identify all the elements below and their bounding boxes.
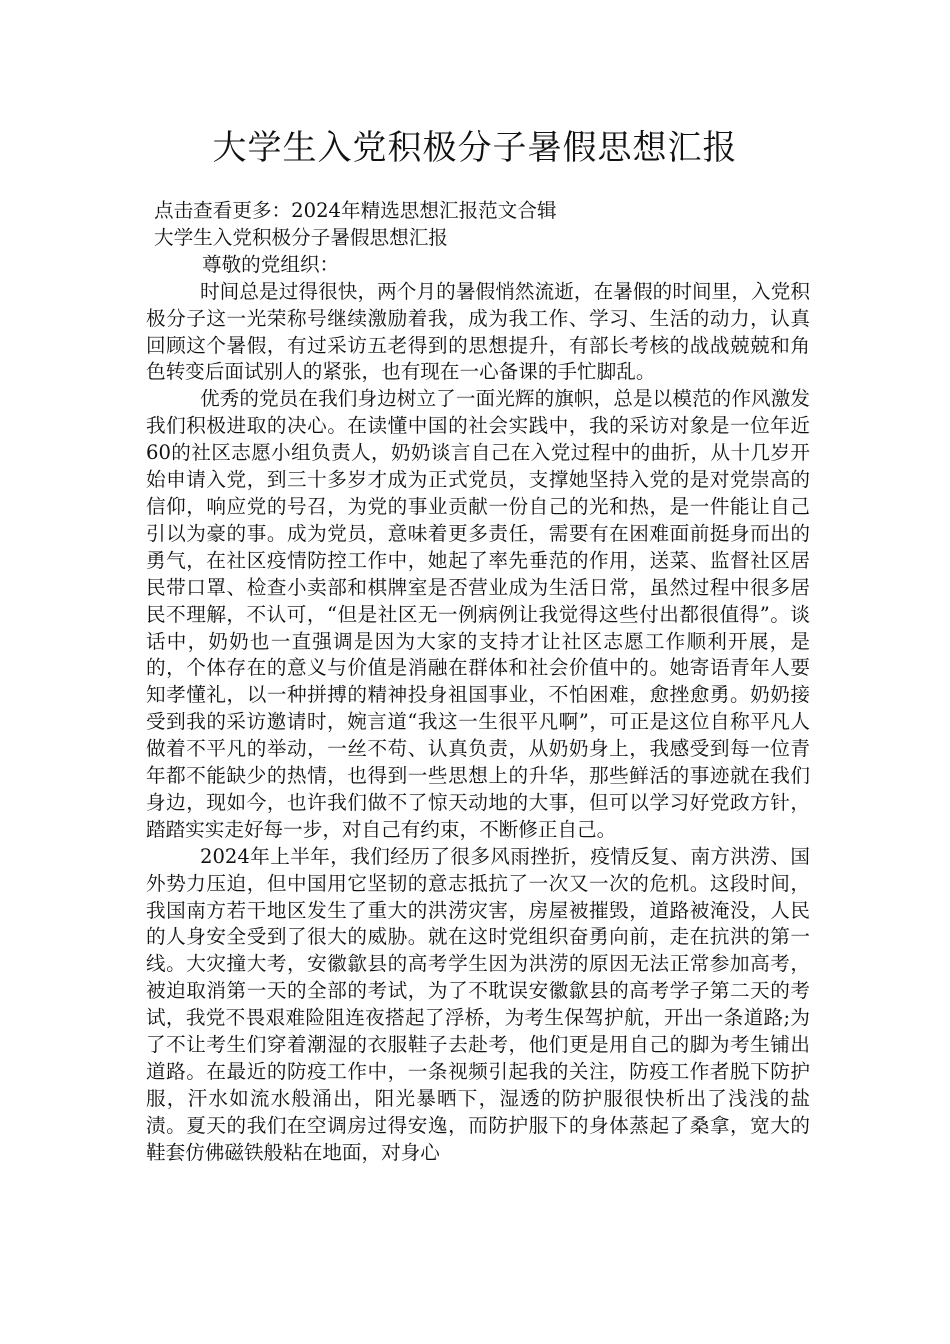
paragraph-1: 时间总是过得很快，两个月的暑假悄然流逝，在暑假的时间里，入党积极分子这一光荣称号继续激励着我，成为我工作、学习、生活的动力，认真回顾这个暑假，有过采访五老得到的思想提升，有部长考核的战战兢兢和角色转变后面试别人的紧张，也有现在一心备课的手忙脚乱。 [146,279,810,384]
paragraph-2: 优秀的党员在我们身边树立了一面光辉的旗帜，总是以模范的作风激发我们积极进取的决心。在读懂中国的社会实践中，我的采访对象是一位年近60的社区志愿小组负责人，奶奶谈言自己在入党过程中的曲折，从十几岁开始申请入党，到三十多岁才成为正式党员，支撑她坚持入党的是对党崇高的信仰，响应党的号召，为党的事业贡献一份自己的光和热，是一件能让自己引以为豪的事。成为党员，意味着更多责任，需要有在困难面前挺身而出的勇气，在社区疫情防控工作中，她起了率先垂范的作用，送菜、监督社区居民带口罩、检查小卖部和棋牌室是否营业成为生活日常，虽然过程中很多居民不理解，不认可，“但是社区无一例病例让我觉得这些付出都很值得”。谈话中，奶奶也一直强调是因为大家的支持才让社区志愿工作顺利开展，是的，个体存在的意义与价值是消融在群体和社会价值中的。她寄语青年人要知孝懂礼，以一种拼搏的精神投身祖国事业，不怕困难，愈挫愈勇。奶奶接受到我的采访邀请时，婉言道“我这一生很平凡啊”，可正是这位自称平凡人做着不平凡的举动，一丝不苟、认真负责，从奶奶身上，我感受到每一位青年都不能缺少的热情，也得到一些思想上的升华，那些鲜活的事迹就在我们身边，现如今，也许我们做不了惊天动地的大事，但可以学习好党政方针，踏踏实实走好每一步，对自己有约束，不断修正自己。 [146,387,810,841]
paragraph-3: 2024年上半年，我们经历了很多风雨挫折，疫情反复、南方洪涝、国外势力压迫，但中国用它坚韧的意志抵抗了一次又一次的危机。这段时间，我国南方若干地区发生了重大的洪涝灾害，房屋被摧毁，道路被淹没，人民的人身安全受到了很大的威胁。就在这时党组织奋勇向前，走在抗洪的第一线。大灾撞大考，安徽歙县的高考学生因为洪涝的原因无法正常参加高考，被迫取消第一天的全部的考试，为了不耽误安徽歙县的高考学子第二天的考试，我党不畏艰难险阻连夜搭起了浮桥，为考生保驾护航，开出一条道路;为了不让考生们穿着潮湿的衣服鞋子去赴考，他们更是用自己的脚为考生铺出道路。在最近的防疫工作中，一条视频引起我的关注，防疫工作者脱下防护服，汗水如流水般涌出，阳光暴晒下，湿透的防护服很快析出了浅浅的盐渍。夏天的我们在空调房过得安逸，而防护服下的身体蒸起了桑拿，宽大的鞋套仿佛磁铁般粘在地面，对身心 [146,844,810,1164]
salutation: 尊敬的党组织： [202,252,340,276]
document-title: 大学生入党积极分子暑假思想汇报 [212,128,738,168]
document-subtitle: 大学生入党积极分子暑假思想汇报 [154,225,448,249]
more-articles-link[interactable]: 点击查看更多：2024年精选思想汇报范文合辑 [154,199,557,222]
document-body [146,198,810,1167]
